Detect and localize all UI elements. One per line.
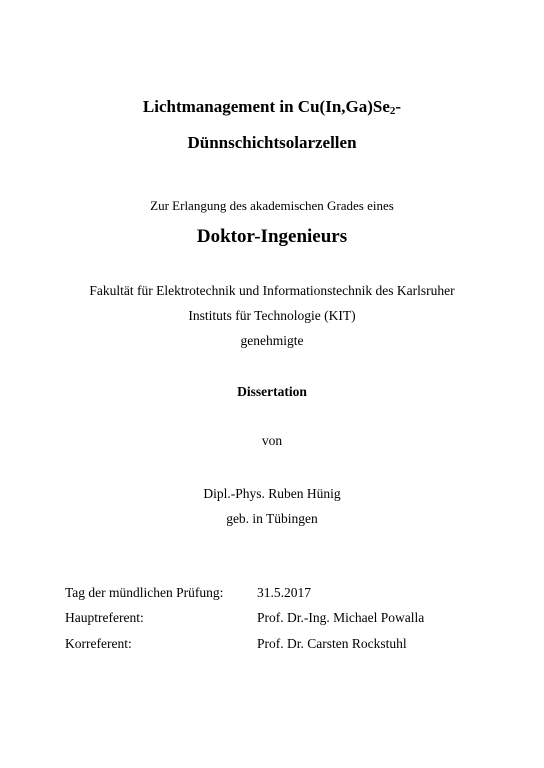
detail-label: Hauptreferent:: [65, 610, 144, 625]
purpose-text: Zur Erlangung des akademischen Grades eines: [150, 198, 394, 213]
title-hyphen: -: [395, 97, 402, 116]
faculty-line-1: Fakultät für Elektrotechnik und Informationstechnik des Karlsruher: [89, 283, 455, 298]
faculty-line-2: Instituts für Technologie (KIT): [188, 308, 356, 323]
author-name: Dipl.-Phys. Ruben Hünig: [203, 486, 341, 501]
degree-title: Doktor-Ingenieurs: [196, 226, 348, 247]
detail-label: Korreferent:: [65, 636, 132, 651]
by-text: von: [261, 433, 283, 448]
detail-value: Prof. Dr. Carsten Rockstuhl: [257, 636, 407, 651]
document-type: Dissertation: [237, 384, 307, 399]
title-subscript: 2: [389, 105, 396, 117]
title-main: Lichtmanagement in Cu(In,Ga)Se: [142, 97, 390, 116]
detail-value: Prof. Dr.-Ing. Michael Powalla: [257, 610, 425, 625]
title-line-1: [0, 97, 544, 117]
author-birthplace: geb. in Tübingen: [226, 511, 318, 526]
detail-value: 31.5.2017: [257, 585, 311, 600]
detail-label: Tag der mündlichen Prüfung:: [65, 585, 224, 600]
faculty-line-3: genehmigte: [240, 333, 304, 348]
title-line-2: Dünnschichtsolarzellen: [187, 133, 357, 152]
